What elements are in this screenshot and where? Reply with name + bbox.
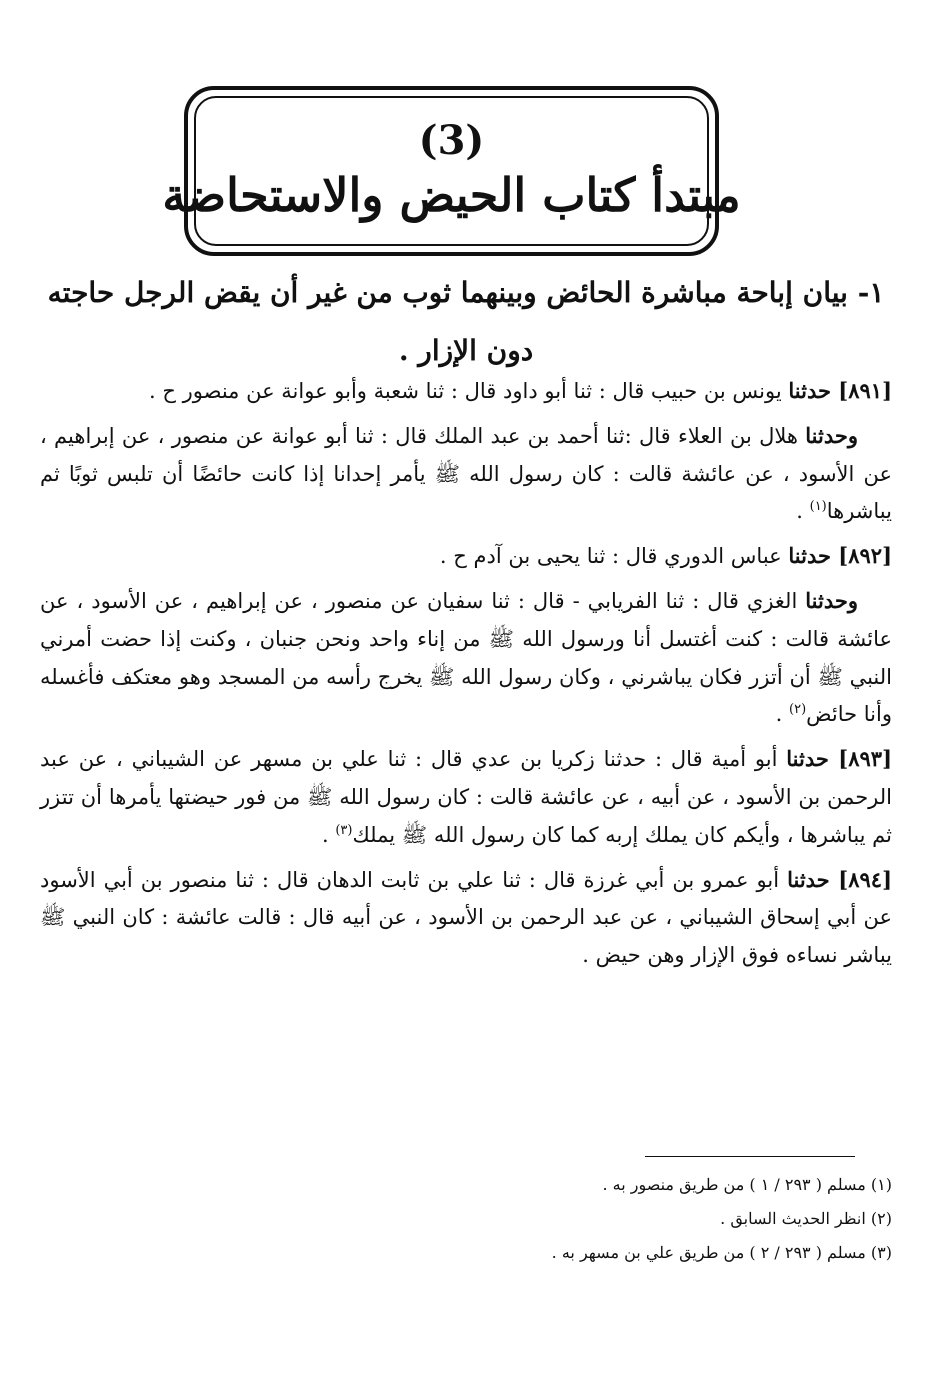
narration-lead: [٨٩٢] حدثنا — [788, 543, 892, 569]
footnote-marker: (٢) — [789, 702, 807, 718]
hadith-paragraph — [40, 582, 892, 734]
chapter-title: مبتدأ كتاب الحيض والاستحاضة — [162, 168, 741, 222]
hadith-paragraph — [40, 537, 892, 576]
chapter-title-frame — [162, 86, 741, 256]
narration-text: يونس بن حبيب قال : ثنا أبو داود قال : ثنا شعبة وأبو عوانة عن منصور ح . — [149, 379, 789, 403]
hadith-paragraph — [40, 740, 892, 854]
narration-text: أبو عمرو بن أبي غرزة قال : ثنا علي بن ثابت الدهان قال : ثنا منصور بن أبي الأسود عن أبي إسحاق الشيباني ، عن عبد الرحمن بن الأسود ، عن أبيه قال : قالت عائشة : كان النبي ﷺ يباشر نساءه فوق الإزار وهن حيض . — [40, 867, 892, 968]
narration-end: . — [775, 702, 789, 727]
narration-text: هلال بن العلاء قال :ثنا أحمد بن عبد الملك قال : ثنا أبو عوانة عن منصور ، عن إبراهيم ، عن الأسود ، عن عائشة قالت : كان رسول الله ﷺ يأمر إحدانا إذا كانت حائضًا أن تلبس ثوبًا ثم يباشرها — [40, 423, 892, 524]
hadith-paragraph — [40, 372, 892, 411]
footnote: (٣) مسلم ( ٢٩٣ / ٢ ) من طريق علي بن مسهر به . — [551, 1243, 892, 1262]
narration-text: أبو أمية قال : حدثنا زكريا بن عدي قال : ثنا علي بن مسهر عن الشيباني ، عن عبد الرحمن بن الأسود ، عن أبيه ، عن عائشة قالت : كان رسول الله ﷺ من فور حيضتها يأمرها أن تتزر ثم يباشرها ، وأيكم كان يملك إربه كما كان رسول الله ﷺ يملك — [40, 747, 892, 847]
footnote-marker: (١) — [809, 499, 827, 515]
hadith-paragraph — [40, 861, 892, 975]
footnote-marker: (٣) — [335, 822, 353, 838]
hadith-body — [40, 372, 892, 981]
narration-end: . — [796, 499, 810, 524]
narration-text: عباس الدوري قال : ثنا يحيى بن آدم ح . — [439, 544, 789, 569]
narration-lead: [٨٩١] حدثنا — [788, 378, 892, 403]
hadith-paragraph — [40, 417, 892, 531]
narration-end: . — [321, 822, 336, 847]
narration-lead: [٨٩٤] حدثنا — [787, 866, 892, 892]
chapter-number: (3) — [418, 117, 485, 164]
narration-lead: وحدثنا — [805, 587, 858, 613]
footnotes — [40, 1168, 892, 1270]
footnote: (٢) انظر الحديث السابق . — [720, 1209, 892, 1228]
footnote-divider — [645, 1156, 855, 1157]
chapter-title-frame-inner — [162, 96, 741, 246]
narration-lead: [٨٩٣] حدثنا — [786, 746, 892, 772]
section-heading: ١- بيان إباحة مباشرة الحائض وبينهما ثوب من غير أن يقض الرجل حاجته دون الإزار . — [47, 276, 885, 367]
narration-lead: وحدثنا — [805, 422, 858, 448]
footnote: (١) مسلم ( ٢٩٣ / ١ ) من طريق منصور به . — [602, 1175, 892, 1194]
narration-text: الغزي قال : ثنا الفريابي - قال : ثنا سفيان عن منصور ، عن إبراهيم ، عن الأسود ، عن عائشة قالت : كنت أغتسل أنا ورسول الله ﷺ من إناء واحد ونحن جنبان ، وكنت إذا حضت أمرني النبي ﷺ أن أتزر فكان يباشرني ، وكان رسول الله ﷺ يخرج رأسه من المسجد وهو معتكف فأغسله وأنا حائض — [40, 588, 892, 727]
